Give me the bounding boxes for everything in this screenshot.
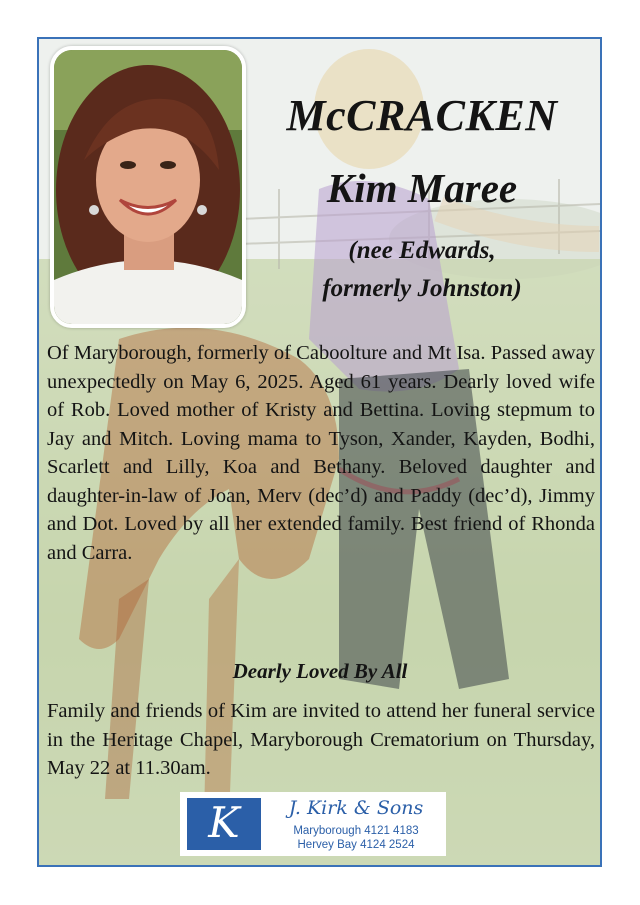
funeral-director-logo bbox=[180, 792, 446, 856]
kirk-logo-letter: K bbox=[208, 798, 240, 847]
tagline: Dearly Loved By All bbox=[232, 659, 408, 683]
surname: McCRACKEN bbox=[286, 91, 558, 140]
maiden-line-2: formerly Johnston) bbox=[322, 275, 522, 302]
funeral-director-name: J. Kirk & Sons bbox=[288, 797, 424, 819]
obituary-text: Of Maryborough, formerly of Caboolture and Mt Isa. Passed away unexpectedly on May 6, 2025. Aged 61 years. Dearly loved wife of Rob. Loved mother of Kristy and Bettina. Loving stepmum to Jay and Mitch. Loving mama to Tyson, Xander, Kayden, Bodhi, Scarlett and Lilly, Koa and Bethany. Beloved daughter and daughter-in-law of Joan, Merv (dec’d) and Paddy (dec’d), Jimmy and Dot. Loved by all her extended family. Best friend of Rhonda and Carra. bbox=[47, 342, 595, 564]
hervey-bay-phone: Hervey Bay 4124 2524 bbox=[297, 839, 415, 851]
maiden-line-1: (nee Edwards, bbox=[348, 237, 496, 264]
given-names: Kim Maree bbox=[326, 165, 518, 211]
maiden-names bbox=[252, 232, 592, 308]
portrait-photo bbox=[50, 46, 246, 328]
maryborough-phone: Maryborough 4121 4183 bbox=[293, 825, 419, 837]
kirk-logo-mark bbox=[187, 798, 261, 850]
funeral-details: Family and friends of Kim are invited to attend her funeral service in the Heritage Chapel, Maryborough Crematorium on Thursday, May 22 at 11.30am. bbox=[47, 700, 595, 779]
